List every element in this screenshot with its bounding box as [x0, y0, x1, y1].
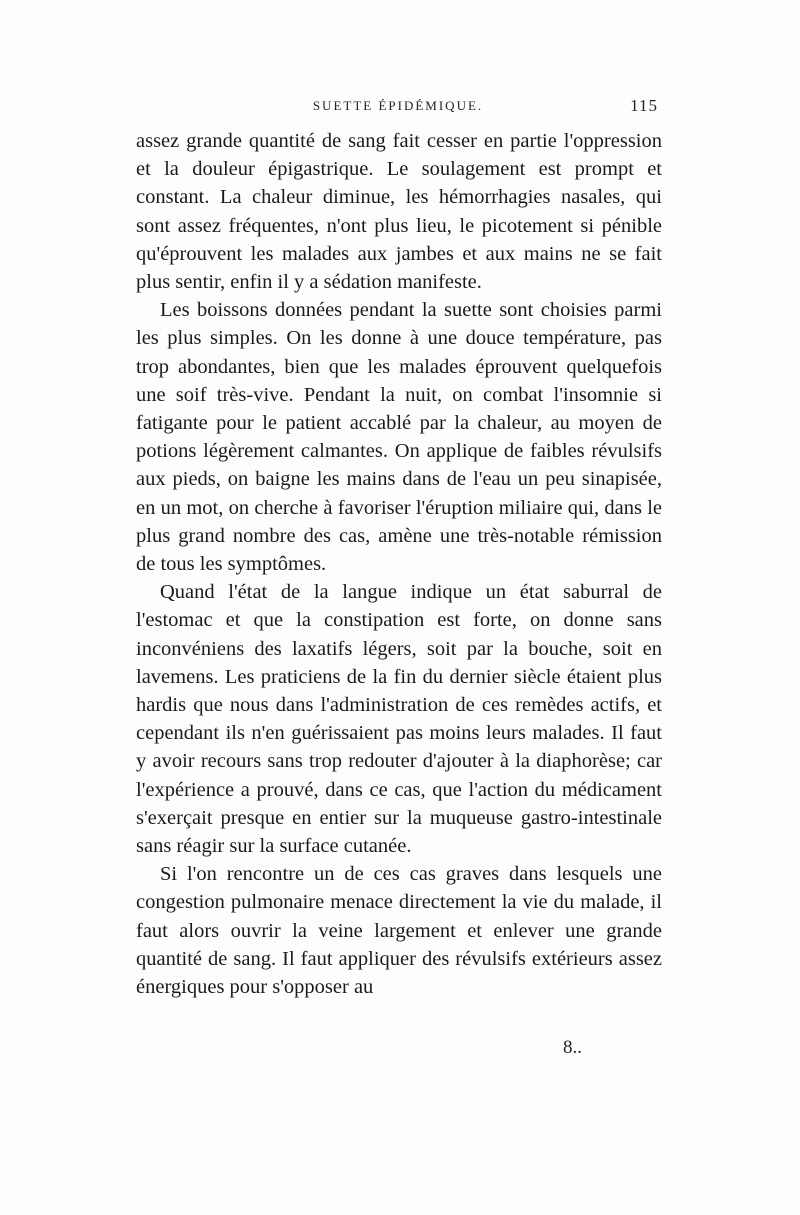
page-number: 115: [630, 96, 658, 115]
paragraph-langue: Quand l'état de la langue indique un état saburral de l'estomac et que la constipation est forte, on donne sans inconvéniens des laxatifs légers, soit par la bouche, soit en lavemens. Les praticiens de la fin du dernier siècle étaient plus hardis que nous dans l'administration de ces remèdes actifs, et cependant ils n'en guérissaient pas moins leurs malades. Il faut y avoir recours sans trop redouter d'ajouter à la diaphorèse; car l'expérience a prouvé, dans ce cas, que l'action du médicament s'exerçait presque en entier sur la muqueuse gastro-intestinale sans réagir sur la surface cutanée.: [136, 581, 662, 858]
paragraph-boissons: Les boissons données pendant la suette sont choisies parmi les plus simples. On les donne à une douce température, pas trop abondantes, bien que les malades éprouvent quelquefois une soif très-vive. Pendant la nuit, on combat l'insomnie si fatigante pour le patient accablé par la chaleur, au moyen de potions légèrement calmantes. On applique de faibles révulsifs aux pieds, on baigne les mains dans de l'eau un peu sinapisée, en un mot, on cherche à favoriser l'éruption miliaire qui, dans le plus grand nombre des cas, amène une très-notable rémission de tous les symptômes.: [136, 299, 662, 576]
paragraph-continuation: assez grande quantité de sang fait cesser en partie l'oppression et la douleur épigastrique. Le soulagement est prompt et constant. La chaleur diminue, les hémorrhagies nasales, qui sont assez fréquentes, n'ont plus lieu, le picotement si pénible qu'éprouvent les malades aux jambes et aux mains ne se fait plus sentir, enfin il y a sédation manifeste.: [136, 130, 662, 294]
body-text: [136, 127, 662, 1001]
signature-mark: 8..: [563, 1037, 582, 1058]
running-head: [138, 98, 658, 122]
running-title: SUETTE ÉPIDÉMIQUE.: [312, 98, 484, 113]
paragraph-congestion: Si l'on rencontre un de ces cas graves dans lesquels une congestion pulmonaire menace directement la vie du malade, il faut alors ouvrir la veine largement et enlever une grande quantité de sang. Il faut appliquer des révulsifs extérieurs assez énergiques pour s'opposer au: [136, 863, 662, 999]
